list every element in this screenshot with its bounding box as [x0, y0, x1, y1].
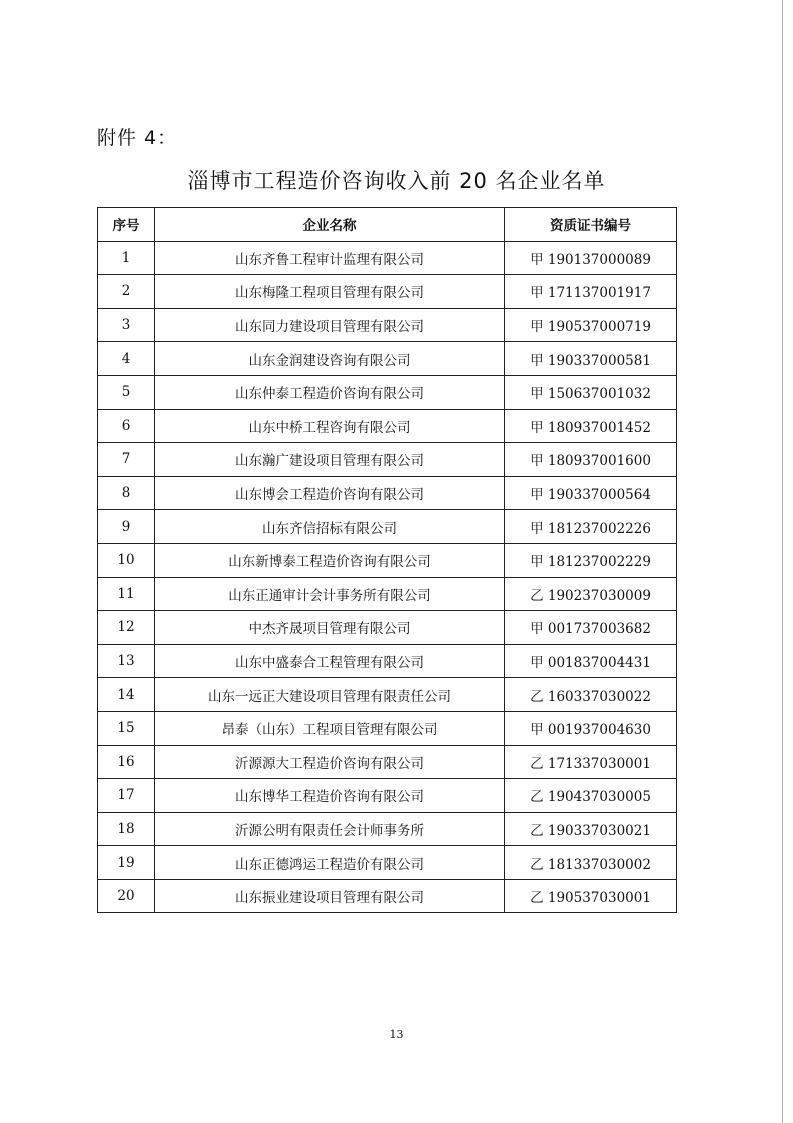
serial-number-cell: 2: [98, 275, 155, 309]
company-name-cell: 山东梅隆工程项目管理有限公司: [155, 275, 505, 309]
serial-number-cell: 15: [98, 711, 155, 745]
certificate-number-cell: 甲 181237002226: [505, 510, 677, 544]
serial-number-cell: 6: [98, 409, 155, 443]
serial-number-cell: 4: [98, 342, 155, 376]
serial-number-cell: 19: [98, 846, 155, 880]
company-name-cell: 山东新博泰工程造价咨询有限公司: [155, 543, 505, 577]
table-row: [98, 409, 677, 443]
serial-number-cell: 10: [98, 543, 155, 577]
table-row: [98, 678, 677, 712]
serial-number-cell: 18: [98, 812, 155, 846]
company-name-cell: 山东瀚广建设项目管理有限公司: [155, 443, 505, 477]
serial-number-cell: 7: [98, 443, 155, 477]
table-row: [98, 543, 677, 577]
serial-number-cell: 1: [98, 241, 155, 275]
company-name-cell: 沂源源大工程造价咨询有限公司: [155, 745, 505, 779]
table-body: [98, 241, 677, 913]
certificate-number-cell: 乙 181337030002: [505, 846, 677, 880]
certificate-number-cell: 甲 150637001032: [505, 375, 677, 409]
certificate-number-cell: 乙 160337030022: [505, 678, 677, 712]
table-row: [98, 611, 677, 645]
company-name-cell: 山东齐鲁工程审计监理有限公司: [155, 241, 505, 275]
company-table: [97, 207, 677, 913]
header-serial-number: 序号: [98, 208, 155, 242]
serial-number-cell: 14: [98, 678, 155, 712]
table-row: [98, 812, 677, 846]
table-row: [98, 779, 677, 813]
certificate-number-cell: 乙 190437030005: [505, 779, 677, 813]
certificate-number-cell: 乙 171337030001: [505, 745, 677, 779]
attachment-label: 附件 4：: [97, 127, 178, 149]
company-name-cell: 沂源公明有限责任会计师事务所: [155, 812, 505, 846]
table-row: [98, 308, 677, 342]
certificate-number-cell: 甲 181237002229: [505, 543, 677, 577]
table-row: [98, 443, 677, 477]
certificate-number-cell: 乙 190337030021: [505, 812, 677, 846]
company-name-cell: 昂泰（山东）工程项目管理有限公司: [155, 711, 505, 745]
company-name-cell: 山东中盛泰合工程管理有限公司: [155, 644, 505, 678]
header-certificate-number: 资质证书编号: [505, 208, 677, 242]
company-name-cell: 山东振业建设项目管理有限公司: [155, 879, 505, 913]
table-row: [98, 476, 677, 510]
company-name-cell: 山东金润建设咨询有限公司: [155, 342, 505, 376]
serial-number-cell: 20: [98, 879, 155, 913]
table-row: [98, 375, 677, 409]
table-row: [98, 846, 677, 880]
serial-number-cell: 11: [98, 577, 155, 611]
table-row: [98, 745, 677, 779]
table-row: [98, 275, 677, 309]
page-number: 13: [389, 1028, 404, 1041]
table-row: [98, 711, 677, 745]
serial-number-cell: 16: [98, 745, 155, 779]
certificate-number-cell: 甲 190337000564: [505, 476, 677, 510]
certificate-number-cell: 乙 190237030009: [505, 577, 677, 611]
certificate-number-cell: 甲 001737003682: [505, 611, 677, 645]
company-name-cell: 山东齐信招标有限公司: [155, 510, 505, 544]
company-name-cell: 中杰齐晟项目管理有限公司: [155, 611, 505, 645]
company-name-cell: 山东正德鸿运工程造价有限公司: [155, 846, 505, 880]
certificate-number-cell: 甲 180937001600: [505, 443, 677, 477]
certificate-number-cell: 甲 180937001452: [505, 409, 677, 443]
table-row: [98, 644, 677, 678]
company-name-cell: 山东一远正大建设项目管理有限责任公司: [155, 678, 505, 712]
table-header-row: [98, 208, 677, 242]
certificate-number-cell: 甲 001837004431: [505, 644, 677, 678]
serial-number-cell: 3: [98, 308, 155, 342]
table-row: [98, 241, 677, 275]
certificate-number-cell: 甲 171137001917: [505, 275, 677, 309]
table-row: [98, 510, 677, 544]
company-name-cell: 山东中桥工程咨询有限公司: [155, 409, 505, 443]
company-name-cell: 山东同力建设项目管理有限公司: [155, 308, 505, 342]
company-name-cell: 山东仲泰工程造价咨询有限公司: [155, 375, 505, 409]
certificate-number-cell: 乙 190537030001: [505, 879, 677, 913]
company-name-cell: 山东博华工程造价咨询有限公司: [155, 779, 505, 813]
certificate-number-cell: 甲 001937004630: [505, 711, 677, 745]
document-title: 淄博市工程造价咨询收入前 20 名企业名单: [187, 169, 606, 193]
serial-number-cell: 5: [98, 375, 155, 409]
certificate-number-cell: 甲 190537000719: [505, 308, 677, 342]
serial-number-cell: 12: [98, 611, 155, 645]
table-row: [98, 879, 677, 913]
company-name-cell: 山东博会工程造价咨询有限公司: [155, 476, 505, 510]
certificate-number-cell: 甲 190337000581: [505, 342, 677, 376]
header-company-name: 企业名称: [155, 208, 505, 242]
company-name-cell: 山东正通审计会计事务所有限公司: [155, 577, 505, 611]
serial-number-cell: 13: [98, 644, 155, 678]
serial-number-cell: 17: [98, 779, 155, 813]
serial-number-cell: 8: [98, 476, 155, 510]
table-row: [98, 577, 677, 611]
certificate-number-cell: 甲 190137000089: [505, 241, 677, 275]
serial-number-cell: 9: [98, 510, 155, 544]
table-row: [98, 342, 677, 376]
